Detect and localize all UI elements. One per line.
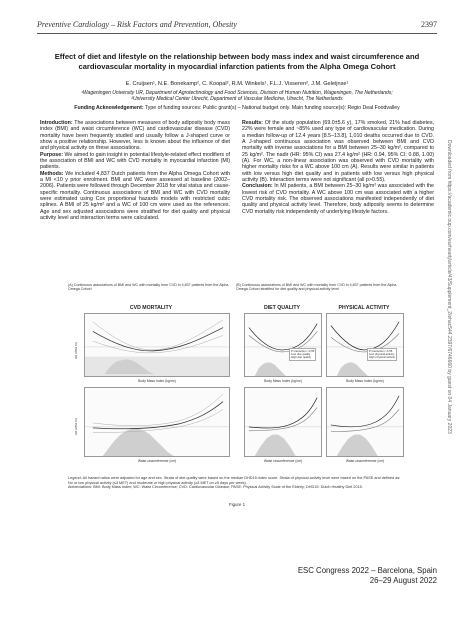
plot-bmi-pa xyxy=(326,313,404,377)
low-pa-curve xyxy=(331,322,399,350)
results-text: Of the study population (69.0±5.6 y), 17% smoked, 21% had diabetes, 22% were female and ~85% used any type of cardiovascular medication. During a median follow-up of 12.4 years [8.5–13.8], 1,010 deaths occurred due to CVD. A J-shaped continuous association was observed between BMI and CVD mortality with inverse associations for a BMI between 25–30 kg/m², compared to 25 kg/m². The nadir (HR: 95% CI) was 27.4 kg/m² (HR: 0.94, 95% CI: 0.88, 1.00) (A). For WC, a non-linear association was observed with CVD mortality with higher mortality risks for a WC above 100 cm (A). Results were similar in patients with low versus high diet quality and in patients with low versus high physical activity (B). Interaction terms were not significant (all p>0.55). xyxy=(242,120,434,184)
plot-bmi-cvd-x-label: Body Mass Index (kg/m²) xyxy=(138,379,176,383)
methods-label: Methods: xyxy=(40,170,64,177)
conference-info xyxy=(298,566,437,585)
legend-low-pa: Low physical activity xyxy=(369,351,395,356)
figure-legend-note: Legend: All hazard ratios were adjusted for age and sex. Strata of diet quality were based on the median DHD15-index score. Strata of physical activity level were based on the PASE and defined as: No or low physical activity (≤3 MET) and moderate or high physical activity (≥3 MET on ≥5 days per week). xyxy=(68,476,401,485)
diet-legend xyxy=(289,348,316,361)
plot-bmi-pa-svg xyxy=(327,314,403,376)
physical-activity-title: PHYSICAL ACTIVITY xyxy=(338,305,390,311)
abstract-title: Effect of diet and lifestyle on the relationship between body mass index and waist circumference and cardiovascular mortality in myocardial infarction patients from the Alpha Omega Cohort xyxy=(54,52,420,71)
high-pa-curve xyxy=(331,409,399,431)
page-number: 2397 xyxy=(421,20,437,29)
histogram-shape xyxy=(337,435,378,456)
purpose-text: We aimed to gain insight in potential lifestyle-related effect modifiers of the association of BMI and WC with CVD mortality in myocardial infarction (MI) patients. xyxy=(40,151,230,171)
low-diet-curve xyxy=(249,398,317,428)
plot-wc-pa xyxy=(326,387,404,457)
figure-panel-a xyxy=(68,283,234,473)
funding-label: Funding Acknowledgement: xyxy=(74,105,144,111)
abstract-column-left xyxy=(40,120,230,222)
plot-wc-cvd xyxy=(84,387,230,457)
plot-bmi-cvd xyxy=(84,313,230,377)
high-diet-curve xyxy=(249,407,317,430)
purpose-paragraph xyxy=(40,152,230,171)
ci-upper-line xyxy=(93,320,223,350)
pa-legend xyxy=(367,348,397,361)
panel-a-title: CVD MORTALITY xyxy=(129,305,173,311)
panel-b-caption: (B) Continuous associations of BMI and WC with mortality from CVD in 4,837 patients from the Alpha Omega Cohort stratified for diet quality and physical activity level xyxy=(236,283,397,292)
plot-wc-cvd-x-label: Waist circumference (cm) xyxy=(137,459,177,463)
figure-label: Figure 1 xyxy=(228,502,246,507)
conclusion-text: In MI patients, a BMI between 25–30 kg/m² was associated with the lowest risk of CVD mortality. A WC above 100 cm was associated with a higher CVD mortality risk. The observed associations manifested independently of diet quality and physical activity level. Therefore, body adiposity seems to determine CVD mortality risk independently of underlying lifestyle factors. xyxy=(242,183,434,215)
affiliation-1: ¹Wageningen University UR, Department of Agrotechnology and Food Sciences, Division of Human Nutrition, Wageningen, The Netherlands; xyxy=(81,90,393,96)
plot-bmi-cvd-y-label: HR (95% CI) xyxy=(74,341,78,359)
plot-bmi-diet xyxy=(244,313,322,377)
results-label: Results: xyxy=(242,120,263,126)
legend-interaction: P interaction >0.55 xyxy=(369,348,393,353)
download-side-note xyxy=(446,140,456,500)
figure-abbreviations: Abbreviations: BMI: Body Mass Index; WC: Waist Circumference; CVD: Cardiovascular Disease; PASE: Physical Activity Scale of the Elderly; DHD15: Dutch Healthy Diet 2015. xyxy=(68,485,363,490)
running-header xyxy=(37,20,437,32)
conclusion-paragraph xyxy=(242,183,434,215)
abstract-column-right xyxy=(242,120,434,215)
conference-dates: 26–29 August 2022 xyxy=(369,575,437,585)
low-pa-curve xyxy=(331,396,399,427)
journal-section: Preventive Cardiology – Risk Factors and Prevention, Obesity xyxy=(37,20,237,29)
plot-bmi-pa-x-label: Body Mass Index (kg/m²) xyxy=(346,379,384,383)
panel-a-caption: (A) Continuous associations of BMI and WC with mortality from CVD in 4,837 patients from the Alpha Omega Cohort xyxy=(68,283,229,292)
results-paragraph xyxy=(242,120,434,183)
methods-text: We included 4,837 Dutch patients from the Alpha Omega Cohort with a MI <10 y prior enrolment. BMI and WC were assessed at baseline (2002–2006). Patients were followed through December 2018 for vital status and cause-specific mortality. Continuous associations of BMI and WC with CVD mortality were estimated using Cox proportional hazards models with restricted cubic splines. A BMI of 25 kg/m² and a WC of 100 cm were used as the references. Age and sex adjusted associations were stratified for diet quality and physical activity level and interaction terms were calculated. xyxy=(40,170,230,222)
methods-paragraph xyxy=(40,171,230,222)
plot-wc-diet-x-label: Waist circumference (cm) xyxy=(263,459,303,463)
low-diet-curve xyxy=(249,324,317,350)
plot-wc-pa-svg xyxy=(327,388,403,456)
authors: E. Cruijsen¹, N.E. Bonekamp², C. Koopal², R.M. Winkels¹, F.L.J. Visseren², J.M. Geleijnse¹ xyxy=(125,81,349,87)
legend-high-diet: High diet quality xyxy=(291,355,311,360)
histogram-shape xyxy=(103,429,174,456)
funding-text: Type of funding sources: Public grant(s) – National budget only. Main funding source(s): Regio Deal Foodvalley xyxy=(143,105,400,111)
conference-name: ESC Congress 2022 – Barcelona, Spain xyxy=(297,566,437,575)
plot-wc-pa-x-label: Waist circumference (cm) xyxy=(345,459,385,463)
conclusion-label: Conclusion: xyxy=(242,183,273,190)
figure-footnote xyxy=(68,476,406,490)
histogram-shape xyxy=(255,435,296,456)
histogram-shape xyxy=(255,362,286,376)
introduction-label: Introduction: xyxy=(40,120,73,126)
diet-quality-title: DIET QUALITY xyxy=(263,305,301,311)
figure-panel-b xyxy=(236,283,406,473)
plot-bmi-cvd-svg xyxy=(85,314,229,376)
plot-wc-diet-svg xyxy=(245,388,321,456)
plot-bmi-diet-svg xyxy=(245,314,321,376)
introduction-paragraph xyxy=(40,120,230,152)
funding-acknowledgement xyxy=(40,105,434,111)
introduction-text: The associations between measures of body adiposity body mass index (BMI) and waist circumference (WC) and cardiovascular disease (CVD) mortality have been frequently studied and usually follow a J-shaped curve or show a positive relationship. However, less is known about the influence of diet and physical activity on these associations. xyxy=(40,120,230,152)
histogram-shape xyxy=(337,362,368,376)
plot-bmi-diet-x-label: Body Mass Index (kg/m²) xyxy=(264,379,302,383)
plot-wc-diet xyxy=(244,387,322,457)
legend-high-pa: High physical activity xyxy=(369,355,395,360)
legend-low-diet: Low diet quality xyxy=(291,351,311,356)
affiliation-2: ²University Medical Center Utrecht, Department of Vascular Medicine, Utrecht, The Netherlands xyxy=(131,96,343,103)
plot-wc-cvd-y-label: HR (95% CI) xyxy=(74,417,78,435)
plot-wc-cvd-svg xyxy=(85,388,229,456)
download-note-text[interactable]: Downloaded from https://academic.oup.com/eurheartj/article/43/Supplement_2/ehac544.2397/6746660 by guest on 04 January 2023 xyxy=(446,140,452,434)
legend-interaction: P interaction >0.55 xyxy=(291,348,315,353)
ci-upper-line xyxy=(93,394,223,426)
affiliations xyxy=(40,90,434,103)
ci-lower-line xyxy=(93,409,223,432)
purpose-label: Purpose: xyxy=(40,151,63,158)
header-rule xyxy=(37,33,437,34)
